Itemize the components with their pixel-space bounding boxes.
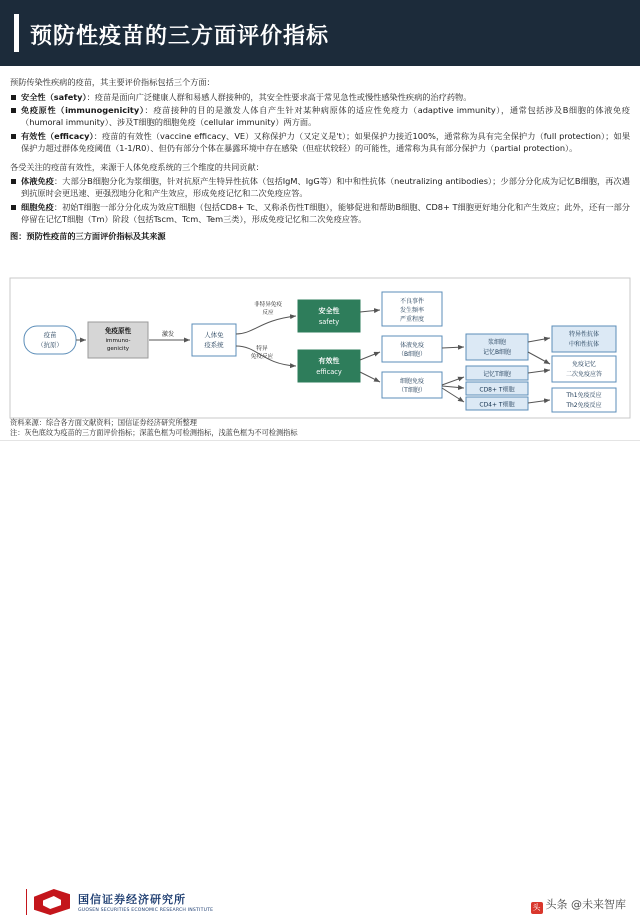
lead-paragraph: 预防传染性疾病的疫苗，其主要评价指标包括三个方面： xyxy=(10,77,215,87)
source-notes xyxy=(10,418,630,438)
list-item: 免疫原性（immunogenicity）：疫苗接种的目的是激发人体自产生针对某种病原体的适应性免疫力（adaptive immunity），通常包括涉及B细胞的体液免疫（humoral immunity）、涉及T细胞的细胞免疫（cellular immunity）两方面。 xyxy=(10,104,630,129)
edge-label-specific-1: 特异 xyxy=(256,346,268,352)
title-bar xyxy=(0,0,640,66)
node-efficacy-line1: 有效性 xyxy=(318,357,340,365)
node-plasma-line2: 记忆B细胞 xyxy=(482,349,512,356)
title-accent-bar xyxy=(14,14,19,52)
watermark xyxy=(531,896,627,914)
node-immuno-line2: immuno- xyxy=(105,338,131,344)
node-safety-line1: 安全性 xyxy=(318,307,340,315)
node-immuno-line1: 免疫原性 xyxy=(104,327,132,335)
source-note: 资料来源：综合各方面文献资料；国信证券经济研究所整理 xyxy=(10,418,197,427)
node-adverse-line2: 发生频率 xyxy=(399,307,425,314)
bullet-list-mid xyxy=(0,175,640,226)
node-adverse-line3: 严重程度 xyxy=(399,316,425,323)
node-humoral-line1: 体液免疫 xyxy=(399,342,425,349)
company-name-cn: 国信证券经济研究所 xyxy=(78,893,186,906)
edge-label-activate: 激发 xyxy=(161,331,175,338)
node-immune-line1: 人体免 xyxy=(204,331,224,339)
guosen-logo-icon xyxy=(34,889,70,915)
figure-caption: 图：预防性疫苗的三方面评价指标及其来源 xyxy=(10,230,166,241)
company-name-en: GUOSEN SECURITIES ECONOMIC RESEARCH INSTITUTE xyxy=(78,908,214,913)
node-plasma-line1: 浆细胞 xyxy=(487,339,507,346)
node-memory-line2: 二次免疫应答 xyxy=(565,371,603,378)
node-vaccine-line1: 疫苗 xyxy=(43,331,57,339)
edge-label-specific-2: 免疫反应 xyxy=(250,354,274,360)
list-item: 安全性（safety）：疫苗是面向广泛健康人群和易感人群接种的，其安全性要求高于常见急性或慢性感染性疾病的治疗药物。 xyxy=(10,91,630,103)
node-th1: Th1免疫反应 xyxy=(566,392,602,399)
node-th2: Th2免疫反应 xyxy=(566,402,602,409)
watermark-text: 头条 @未来智库 xyxy=(545,898,626,911)
footer-company xyxy=(78,891,213,913)
footer-bar xyxy=(0,440,640,913)
node-immune-line2: 疫系统 xyxy=(204,341,224,349)
node-humoral-line2: （B细胞） xyxy=(397,351,427,358)
toutiao-icon: 头 xyxy=(532,903,541,912)
list-item: 体液免疫：大部分B细胞分化为浆细胞，针对抗原产生特异性抗体（包括IgM、IgG等）和中和性抗体（neutralizing antibodies）；少部分分化成为记忆B细胞，再次遇到抗原时会更迅速、更强烈地分化和产生效应，形成免疫记忆和二次免疫应答。 xyxy=(10,175,630,200)
node-vaccine-line2: （抗原） xyxy=(37,341,63,349)
node-immuno-line3: genicity xyxy=(106,346,130,352)
edge-label-nonspecific-1: 非特异免疫 xyxy=(254,302,282,308)
page-title: 预防性疫苗的三方面评价指标 xyxy=(30,24,330,49)
node-cellular-line2: （T细胞） xyxy=(398,387,426,394)
node-efficacy-line2: efficacy xyxy=(316,368,342,376)
content-body xyxy=(0,66,640,244)
node-tmem: 记忆T细胞 xyxy=(483,371,511,378)
list-item: 细胞免疫：初始T细胞一部分分化成为效应T细胞（包括CD8+ Tc、又称杀伤性T细胞），能够促进和帮助B细胞、CD8+ T细胞更好地分化和产生效应；此外，还有一部分停留在记忆T细胞（Tm）阶段（包括Tscm、Tcm、Tem三类），形成免疫记忆和二次免疫应答。 xyxy=(10,201,630,226)
node-safety-line2: safety xyxy=(318,318,340,326)
node-adverse-line1: 不良事件 xyxy=(399,298,425,305)
node-specific-ab-line1: 特异性抗体 xyxy=(568,331,600,338)
lead-paragraph-2: 各受关注的疫苗有效性，来源于人体免疫系统的三个维度的共同贡献： xyxy=(10,161,264,172)
bullet-list-top xyxy=(0,91,640,155)
node-cd8: CD8+ T细胞 xyxy=(479,386,515,394)
node-memory-line1: 免疫记忆 xyxy=(571,361,597,368)
edge-label-nonspecific-2: 反应 xyxy=(262,310,274,316)
node-cellular-line1: 细胞免疫 xyxy=(399,378,425,385)
list-item: 有效性（efficacy）：疫苗的有效性（vaccine efficacy、VE）又称保护力（又定义是't）；如果保护力接近100%，通常称为具有完全保护力（full protection）；如果保护力超过群体免疫阈值（1-1/R0）、但仍有部分个体在暴露环境中存在感染（但症状较轻）的可能性，通常称为具有部分保护力（partial protection）。 xyxy=(10,130,630,155)
legend-note: 注：灰色底纹为疫苗的三方面评价指标；深蓝色框为可检测指标，浅蓝色框为不可检测指标 xyxy=(10,428,298,437)
logo-divider xyxy=(26,889,27,915)
node-cd4: CD4+ T细胞 xyxy=(479,401,515,409)
node-specific-ab-line2: 中和性抗体 xyxy=(568,341,600,348)
flow-diagram xyxy=(10,278,630,418)
